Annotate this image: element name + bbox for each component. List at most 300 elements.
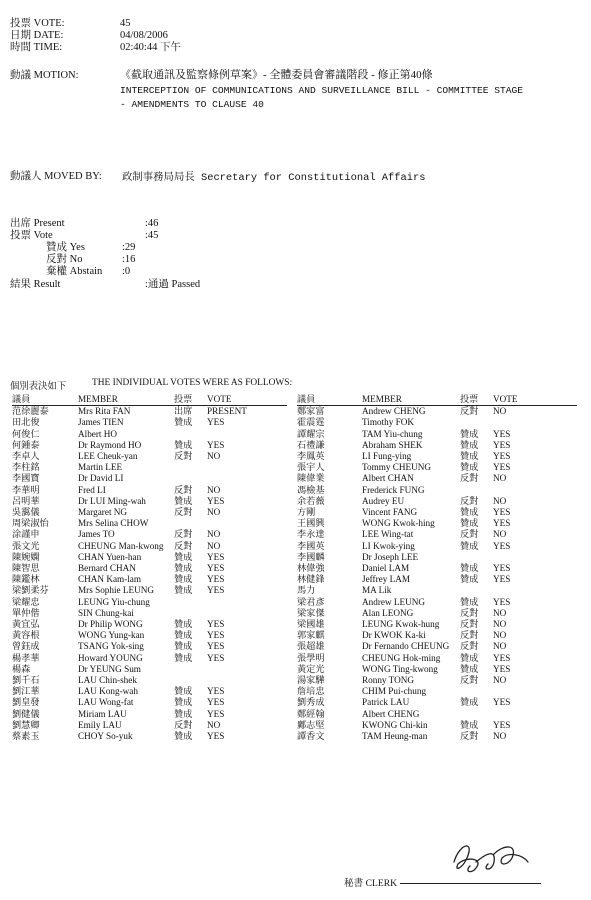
vote-chinese: 贊成 xyxy=(174,641,193,652)
table-row xyxy=(12,574,287,585)
votes-table-right xyxy=(297,394,577,742)
vote-value: NO xyxy=(493,607,507,618)
member-name: CHAN Kam-lam xyxy=(78,574,142,585)
member-chinese-name: 劉秀成 xyxy=(297,697,325,708)
vote-value: NO xyxy=(207,540,221,551)
member-chinese-name: 范徐麗泰 xyxy=(12,406,49,417)
vote-chinese xyxy=(460,585,493,596)
vote-value: YES xyxy=(207,585,225,596)
member-chinese-name: 張學明 xyxy=(297,652,325,663)
vote-value: YES xyxy=(493,518,511,529)
signature-line xyxy=(400,883,541,884)
vote-value xyxy=(207,462,287,473)
clerk-signature xyxy=(436,832,536,882)
table-row xyxy=(297,563,577,574)
motion-label: 動議 MOTION: xyxy=(10,70,79,81)
present-value: :46 xyxy=(145,218,159,229)
member-chinese-name: 劉千石 xyxy=(12,675,40,686)
vote-chinese xyxy=(174,518,207,529)
table-row xyxy=(297,630,577,641)
member-name: Dr Fernando CHEUNG xyxy=(362,641,450,652)
clerk-label: 秘書 CLERK xyxy=(344,878,398,889)
member-name: Dr Raymond HO xyxy=(78,439,142,450)
vote-value: NO xyxy=(493,675,507,686)
present-label: 出席 Present xyxy=(10,218,65,229)
member-chinese-name: 涂謹申 xyxy=(12,529,40,540)
member-name: Dr David LI xyxy=(78,473,124,484)
vote-number-value: 45 xyxy=(120,18,131,29)
member-chinese-name: 湯家驊 xyxy=(297,675,325,686)
member-chinese-name: 石禮謙 xyxy=(297,439,325,450)
member-chinese-name: 吳靄儀 xyxy=(12,507,40,518)
yes-label: 贊成 Yes xyxy=(46,242,85,253)
member-chinese-name: 李柱銘 xyxy=(12,462,40,473)
vote-chinese: 贊成 xyxy=(460,563,479,574)
member-chinese-name: 李華明 xyxy=(12,484,40,495)
motion-title-english: INTERCEPTION OF COMMUNICATIONS AND SURVEILLANCE BILL - COMMITTEE STAGE xyxy=(120,85,524,96)
column-header-vote-chinese: 投票 xyxy=(460,394,493,406)
member-name: WONG Ting-kwong xyxy=(362,663,438,674)
individual-votes-heading: THE INDIVIDUAL VOTES WERE AS FOLLOWS: xyxy=(92,378,293,388)
table-row xyxy=(12,585,287,596)
vote-chinese xyxy=(460,552,493,563)
table-row xyxy=(297,686,577,697)
vote-value: YES xyxy=(493,428,511,439)
vote-value: YES xyxy=(207,630,225,641)
vote-chinese: 贊成 xyxy=(460,540,479,551)
vote-value: YES xyxy=(493,697,511,708)
vote-chinese: 反對 xyxy=(460,473,479,484)
vote-value xyxy=(493,686,577,697)
member-name: Margaret NG xyxy=(78,507,128,518)
table-row xyxy=(12,429,287,440)
member-name: Andrew LEUNG xyxy=(362,596,426,607)
vote-value: YES xyxy=(493,563,511,574)
table-row xyxy=(297,619,577,630)
member-chinese-name: 李國英 xyxy=(297,540,325,551)
member-name: TAM Heung-man xyxy=(362,731,428,742)
vote-chinese: 反對 xyxy=(460,406,479,417)
vote-chinese xyxy=(174,675,207,686)
table-row xyxy=(297,473,577,484)
member-name: Jeffrey LAM xyxy=(362,574,411,585)
column-header-vote: VOTE xyxy=(207,394,287,406)
table-row xyxy=(12,630,287,641)
vote-value: YES xyxy=(207,417,225,428)
member-name: CHEUNG Man-kwong xyxy=(78,540,164,551)
vote-value: YES xyxy=(207,439,225,450)
table-row xyxy=(297,585,577,596)
table-row xyxy=(12,417,287,428)
vote-chinese: 反對 xyxy=(460,495,479,506)
vote-chinese: 贊成 xyxy=(460,652,479,663)
vote-chinese: 贊成 xyxy=(174,697,193,708)
member-chinese-name: 李國寶 xyxy=(12,473,40,484)
table-row xyxy=(297,709,577,720)
table-row xyxy=(12,664,287,675)
member-name: TAM Yiu-chung xyxy=(362,428,423,439)
vote-chinese: 贊成 xyxy=(174,686,193,697)
member-name: Mrs Sophie LEUNG xyxy=(78,585,155,596)
member-name: Vincent FANG xyxy=(362,507,418,518)
votes-table-left xyxy=(12,394,287,742)
date-value: 04/08/2006 xyxy=(120,30,168,41)
table-row xyxy=(297,608,577,619)
vote-value xyxy=(207,518,287,529)
member-name: Mrs Selina CHOW xyxy=(78,518,149,529)
table-row xyxy=(12,462,287,473)
vote-chinese xyxy=(460,686,493,697)
table-row xyxy=(297,507,577,518)
abstain-value: :0 xyxy=(122,266,131,277)
member-name: LEUNG Kwok-hung xyxy=(362,619,440,630)
member-name: Dr LUI Ming-wah xyxy=(78,495,146,506)
vote-value: YES xyxy=(207,551,225,562)
individual-votes-heading-chinese: 個別表決如下 xyxy=(10,382,67,392)
column-header-member: MEMBER xyxy=(362,394,460,406)
table-row xyxy=(12,619,287,630)
member-chinese-name: 詹培忠 xyxy=(297,686,325,697)
member-name: Fred LI xyxy=(78,484,106,495)
member-chinese-name: 鄭經翰 xyxy=(297,708,325,719)
table-row xyxy=(12,597,287,608)
vote-chinese: 贊成 xyxy=(174,563,193,574)
member-name: Howard YOUNG xyxy=(78,652,143,663)
table-row xyxy=(12,440,287,451)
table-row xyxy=(297,406,577,418)
member-name: Tommy CHEUNG xyxy=(362,462,432,473)
member-name: LEE Wing-tat xyxy=(362,529,414,540)
table-row xyxy=(12,731,287,742)
member-name: Dr YEUNG Sum xyxy=(78,663,141,674)
vote-chinese: 反對 xyxy=(460,641,479,652)
member-name: KWONG Chi-kin xyxy=(362,719,428,730)
table-row xyxy=(297,641,577,652)
table-row xyxy=(12,451,287,462)
vote-chinese: 贊成 xyxy=(174,417,193,428)
table-row xyxy=(12,552,287,563)
member-name: Daniel LAM xyxy=(362,563,410,574)
vote-value xyxy=(493,585,577,596)
member-chinese-name: 陳婉嫻 xyxy=(12,551,40,562)
vote-value: NO xyxy=(493,619,507,630)
vote-chinese: 反對 xyxy=(174,719,193,730)
column-header-member: MEMBER xyxy=(78,394,174,406)
member-name: LEE Cheuk-yan xyxy=(78,451,138,462)
member-chinese-name: 呂明華 xyxy=(12,495,40,506)
vote-value: YES xyxy=(207,708,225,719)
member-chinese-name: 陳智思 xyxy=(12,563,40,574)
member-chinese-name: 楊森 xyxy=(12,663,31,674)
table-row xyxy=(12,653,287,664)
vote-chinese: 反對 xyxy=(460,619,479,630)
yes-value: :29 xyxy=(122,242,136,253)
vote-value xyxy=(207,664,287,675)
abstain-label: 棄權 Abstain xyxy=(46,266,103,277)
table-row xyxy=(12,563,287,574)
member-name: Albert CHAN xyxy=(362,473,414,484)
vote-value: YES xyxy=(493,462,511,473)
vote-value: NO xyxy=(493,473,507,484)
vote-value: YES xyxy=(493,652,511,663)
table-row xyxy=(297,697,577,708)
table-row xyxy=(297,664,577,675)
member-chinese-name: 梁家傑 xyxy=(297,607,325,618)
member-name: Audrey EU xyxy=(362,495,405,506)
motion-subtitle: - AMENDMENTS TO CLAUSE 40 xyxy=(120,99,264,110)
table-row xyxy=(12,406,287,418)
vote-value: NO xyxy=(207,484,221,495)
table-row xyxy=(12,720,287,731)
vote-chinese: 贊成 xyxy=(174,574,193,585)
member-chinese-name: 陳偉業 xyxy=(297,473,325,484)
table-row xyxy=(297,731,577,742)
vote-chinese: 反對 xyxy=(174,529,193,540)
vote-value: YES xyxy=(493,663,511,674)
vote-value: YES xyxy=(207,641,225,652)
vote-value: YES xyxy=(493,451,511,462)
table-row xyxy=(12,518,287,529)
vote-value xyxy=(207,473,287,484)
vote-value: NO xyxy=(207,529,221,540)
member-chinese-name: 譚香文 xyxy=(297,731,325,742)
vote-chinese xyxy=(460,485,493,496)
vote-value: YES xyxy=(493,507,511,518)
moved-by-label: 動議人 MOVED BY: xyxy=(10,171,102,182)
vote-value: NO xyxy=(493,630,507,641)
table-row xyxy=(297,552,577,563)
vote-chinese: 贊成 xyxy=(460,439,479,450)
vote-chinese xyxy=(174,429,207,440)
column-header-vote: VOTE xyxy=(493,394,577,406)
vote-chinese: 贊成 xyxy=(460,574,479,585)
vote-chinese: 贊成 xyxy=(460,507,479,518)
vote-chinese: 贊成 xyxy=(460,697,479,708)
table-header-row xyxy=(12,394,287,406)
vote-chinese: 反對 xyxy=(460,529,479,540)
member-name: LAU Wong-fat xyxy=(78,697,134,708)
vote-value xyxy=(493,709,577,720)
vote-chinese: 反對 xyxy=(460,675,479,686)
no-label: 反對 No xyxy=(46,254,83,265)
member-name: Andrew CHENG xyxy=(362,406,426,417)
member-chinese-name: 鄭家富 xyxy=(297,406,325,417)
member-chinese-name: 單仲偕 xyxy=(12,607,40,618)
member-chinese-name: 李永達 xyxy=(297,529,325,540)
vote-value: YES xyxy=(493,439,511,450)
member-chinese-name: 梁耀忠 xyxy=(12,596,40,607)
vote-chinese: 反對 xyxy=(460,731,479,742)
vote-chinese xyxy=(174,664,207,675)
member-chinese-name: 李國麟 xyxy=(297,551,325,562)
table-row xyxy=(12,697,287,708)
member-name: MA Lik xyxy=(362,585,392,596)
vote-value: YES xyxy=(493,540,511,551)
member-name: Emily LAU xyxy=(78,719,122,730)
member-chinese-name: 李卓人 xyxy=(12,451,40,462)
member-name: CHIM Pui-chung xyxy=(362,686,427,697)
member-chinese-name: 梁國雄 xyxy=(297,619,325,630)
member-chinese-name: 鄺志堅 xyxy=(297,719,325,730)
member-name: Bernard CHAN xyxy=(78,563,136,574)
vote-chinese: 贊成 xyxy=(174,708,193,719)
table-row xyxy=(12,709,287,720)
member-name: CHAN Yuen-han xyxy=(78,551,142,562)
member-name: Martin LEE xyxy=(78,462,123,473)
member-name: Dr Philip WONG xyxy=(78,619,143,630)
vote-chinese xyxy=(174,462,207,473)
table-row xyxy=(297,574,577,585)
vote-count-value: :45 xyxy=(145,230,159,241)
column-header-vote-chinese: 投票 xyxy=(174,394,207,406)
vote-value: NO xyxy=(207,451,221,462)
vote-value xyxy=(493,417,577,428)
table-row xyxy=(297,518,577,529)
table-row xyxy=(297,529,577,540)
table-header-row xyxy=(297,394,577,406)
vote-chinese xyxy=(460,417,493,428)
member-chinese-name: 楊孝華 xyxy=(12,652,40,663)
member-name: Dr Joseph LEE xyxy=(362,551,419,562)
vote-value: YES xyxy=(493,596,511,607)
moved-by-value: 政制事務局局長 Secretary for Constitutional Affairs xyxy=(122,172,426,184)
member-chinese-name: 方剛 xyxy=(297,507,316,518)
vote-value: YES xyxy=(493,574,511,585)
table-row xyxy=(12,608,287,619)
member-chinese-name: 馮檢基 xyxy=(297,484,325,495)
vote-chinese: 贊成 xyxy=(174,439,193,450)
table-row xyxy=(297,541,577,552)
vote-value: NO xyxy=(493,641,507,652)
vote-value: NO xyxy=(493,495,507,506)
member-chinese-name: 周梁淑怡 xyxy=(12,518,49,529)
vote-value: YES xyxy=(207,731,225,742)
vote-value xyxy=(207,675,287,686)
table-row xyxy=(297,485,577,496)
table-row xyxy=(297,440,577,451)
vote-chinese: 反對 xyxy=(460,607,479,618)
vote-value xyxy=(207,429,287,440)
vote-value: YES xyxy=(207,652,225,663)
vote-chinese: 贊成 xyxy=(174,731,193,742)
member-chinese-name: 劉皇發 xyxy=(12,697,40,708)
member-name: LI Fung-ying xyxy=(362,451,412,462)
member-name: CHEUNG Hok-ming xyxy=(362,652,441,663)
member-name: LAU Chin-shek xyxy=(78,675,137,686)
vote-value: NO xyxy=(493,406,507,417)
table-row xyxy=(297,675,577,686)
vote-chinese: 贊成 xyxy=(460,596,479,607)
result-value: :通過 Passed xyxy=(145,279,201,290)
member-chinese-name: 黃定光 xyxy=(297,663,325,674)
vote-value: NO xyxy=(493,731,507,742)
member-chinese-name: 張宇人 xyxy=(297,462,325,473)
member-name: LEUNG Yiu-chung xyxy=(78,596,150,607)
member-name: Albert HO xyxy=(78,428,118,439)
vote-chinese: 贊成 xyxy=(174,652,193,663)
member-chinese-name: 劉江華 xyxy=(12,686,40,697)
member-name: LI Kwok-ying xyxy=(362,540,415,551)
member-name: Timothy FOK xyxy=(362,417,414,428)
member-chinese-name: 劉健儀 xyxy=(12,708,40,719)
time-label: 時間 TIME: xyxy=(10,42,63,53)
member-chinese-name: 李鳳英 xyxy=(297,451,325,462)
vote-chinese: 反對 xyxy=(174,507,193,518)
vote-value: YES xyxy=(207,686,225,697)
member-chinese-name: 陳鑑林 xyxy=(12,574,40,585)
member-chinese-name: 何鍾泰 xyxy=(12,439,40,450)
member-chinese-name: 曾鈺成 xyxy=(12,641,40,652)
member-chinese-name: 張超雄 xyxy=(297,641,325,652)
member-chinese-name: 譚耀宗 xyxy=(297,428,325,439)
member-chinese-name: 劉慧卿 xyxy=(12,719,40,730)
vote-chinese xyxy=(174,473,207,484)
vote-number-label: 投票 VOTE: xyxy=(10,18,65,29)
vote-chinese: 贊成 xyxy=(174,630,193,641)
vote-value: NO xyxy=(207,719,221,730)
member-name: Albert CHENG xyxy=(362,708,420,719)
member-name: Ronny TONG xyxy=(362,675,414,686)
member-chinese-name: 何俊仁 xyxy=(12,428,40,439)
member-name: CHOY So-yuk xyxy=(78,731,133,742)
time-value: 02:40:44 下午 xyxy=(120,42,181,53)
table-row xyxy=(297,462,577,473)
vote-value: YES xyxy=(493,719,511,730)
member-name: Mrs Rita FAN xyxy=(78,406,131,417)
member-chinese-name: 張文光 xyxy=(12,540,40,551)
vote-chinese: 贊成 xyxy=(460,719,479,730)
motion-title-chinese: 《截取通訊及監察條例草案》- 全體委員會審議階段 - 修正第40條 xyxy=(120,69,433,81)
vote-chinese: 贊成 xyxy=(460,518,479,529)
table-row xyxy=(297,720,577,731)
table-row xyxy=(12,496,287,507)
vote-chinese: 贊成 xyxy=(460,663,479,674)
table-row xyxy=(12,473,287,484)
table-row xyxy=(12,485,287,496)
table-row xyxy=(297,597,577,608)
member-chinese-name: 林健鋒 xyxy=(297,574,325,585)
member-name: TSANG Yok-sing xyxy=(78,641,144,652)
column-header-chinese: 議員 xyxy=(12,394,78,406)
table-row xyxy=(12,675,287,686)
member-chinese-name: 黃宜弘 xyxy=(12,619,40,630)
vote-value xyxy=(493,552,577,563)
vote-value: YES xyxy=(207,619,225,630)
member-name: Alan LEONG xyxy=(362,607,414,618)
vote-value: NO xyxy=(207,507,221,518)
member-name: Dr KWOK Ka-ki xyxy=(362,630,426,641)
member-chinese-name: 梁劉柔芬 xyxy=(12,585,49,596)
member-chinese-name: 黃容根 xyxy=(12,630,40,641)
member-name: WONG Kwok-hing xyxy=(362,518,435,529)
vote-chinese: 贊成 xyxy=(460,428,479,439)
vote-chinese: 贊成 xyxy=(174,551,193,562)
vote-chinese: 贊成 xyxy=(174,585,193,596)
table-row xyxy=(297,429,577,440)
member-name: LAU Kong-wah xyxy=(78,686,138,697)
vote-chinese: 出席 xyxy=(174,406,193,417)
vote-chinese xyxy=(174,608,207,619)
vote-chinese: 反對 xyxy=(174,540,193,551)
member-chinese-name: 霍震霆 xyxy=(297,417,325,428)
member-chinese-name: 田北俊 xyxy=(12,417,40,428)
table-row xyxy=(12,507,287,518)
vote-chinese: 贊成 xyxy=(460,462,479,473)
vote-value: NO xyxy=(493,529,507,540)
member-chinese-name: 馬力 xyxy=(297,585,316,596)
vote-value xyxy=(493,485,577,496)
table-row xyxy=(12,641,287,652)
